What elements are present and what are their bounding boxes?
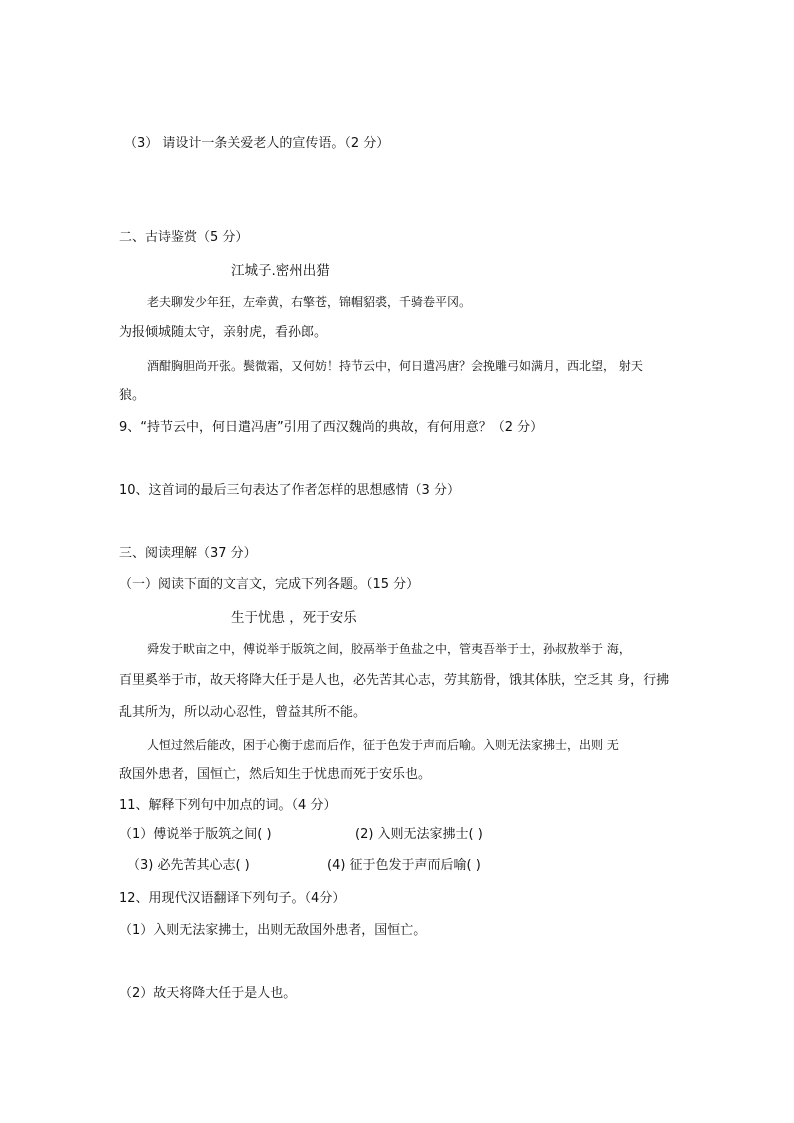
question-9: 9、“持节云中，何日遣冯唐”引用了西汉魏尚的典故，有何用意？（2 分） <box>119 420 544 435</box>
poem-line: 为报倾城随太守，亲射虎，看孙郎。 <box>119 325 328 340</box>
poem-line: 老夫聊发少年狂，左牵黄，右擎苍，锦帽貂裘，千骑卷平冈。 <box>147 295 472 309</box>
passage-line: 人恒过然后能改，困于心衡于虑而后作，征于色发于声而后喻。入则无法家拂士，出则 无 <box>147 738 619 752</box>
section-2-heading: 二、古诗鉴赏（5 分） <box>119 230 249 245</box>
section-3-heading: 三、阅读理解（37 分） <box>119 546 257 561</box>
question-11-item: (2) 入则无法家拂士( ) <box>355 827 483 842</box>
poem-line: 狼。 <box>119 388 146 403</box>
question-12-item: （1）入则无法家拂士，出则无敌国外患者，国恒亡。 <box>119 923 427 938</box>
reading-part-1: （一）阅读下面的文言文，完成下列各题。（15 分） <box>119 577 420 592</box>
passage-line: 敌国外患者，国恒亡，然后知生于忧患而死于安乐也。 <box>119 767 432 782</box>
passage-line: 百里奚举于市，故天将降大任于是人也，必先苦其心志，劳其筋骨，饿其体肤，空乏其 身，行拂 <box>119 673 670 688</box>
passage-line: 舜发于畎亩之中，傅说举于版筑之间，胶鬲举于鱼盐之中，管夷吾举于士，孙叔敖举于 海， <box>147 642 631 656</box>
question-12-item: （2）故天将降大任于是人也。 <box>119 986 297 1001</box>
question-10: 10、这首词的最后三句表达了作者怎样的思想感情（3 分） <box>119 483 460 498</box>
passage-line: 乱其所为，所以动心忍性，曾益其所不能。 <box>119 705 367 720</box>
passage-title: 生于忧患 ，死于安乐 <box>231 610 357 626</box>
question-3: （3） 请设计一条关爱老人的宣传语。（2 分） <box>124 136 390 151</box>
poem-title: 江城子.密州出猎 <box>231 263 330 279</box>
poem-line: 酒酣胸胆尚开张。鬓微霜，又何妨！持节云中，何日遣冯唐？会挽雕弓如满月，西北望， 射天 <box>147 359 643 373</box>
question-12: 12、用现代汉语翻译下列句子。（4分） <box>119 891 346 906</box>
question-11-item: （3) 必先苦其心志( ) <box>127 858 250 873</box>
question-11-item: (4) 征于色发于声而后喻( ) <box>327 858 481 873</box>
question-11-item: （1）傅说举于版筑之间( ) <box>119 827 272 842</box>
question-11: 11、解释下列句中加点的词。（4 分） <box>119 798 337 813</box>
